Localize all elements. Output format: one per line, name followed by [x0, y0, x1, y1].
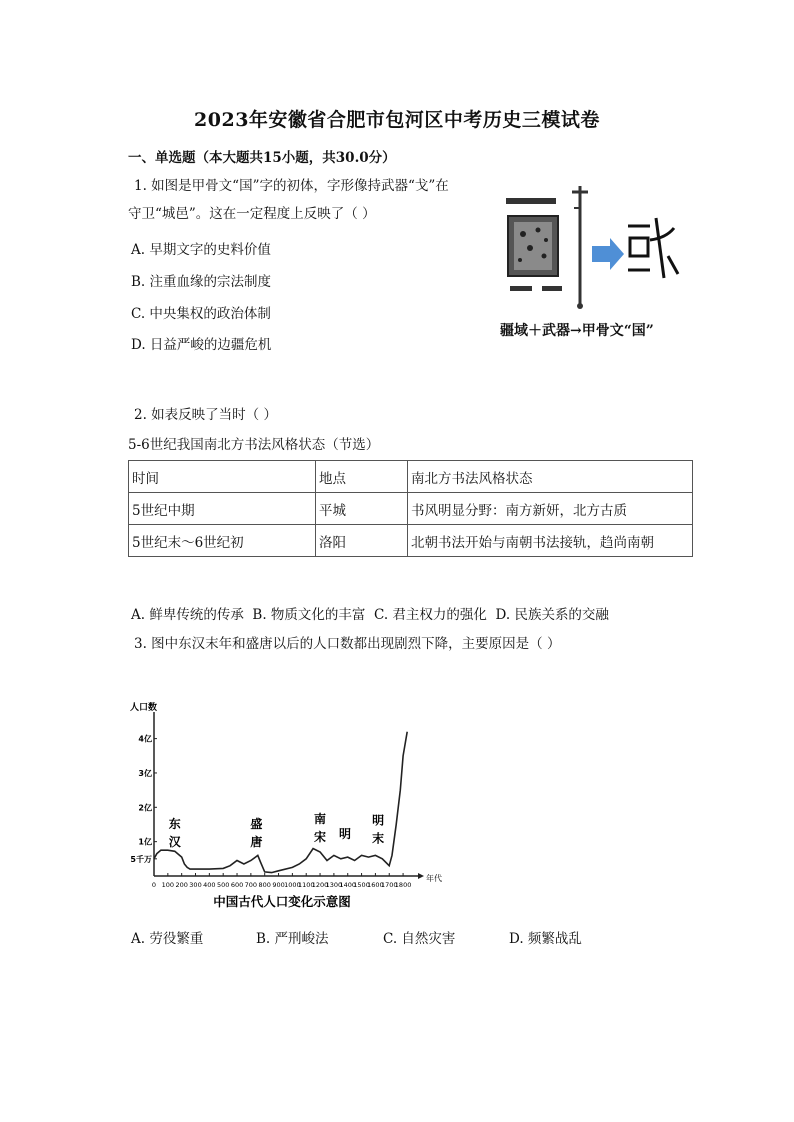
- q3-option-a[interactable]: A. 劳役繁重: [131, 931, 204, 947]
- x-tick-label: 1300: [325, 881, 343, 889]
- era-annotation: 宋: [314, 829, 327, 844]
- x-tick-label: 400: [203, 881, 216, 889]
- q2-stem: 2. 如表反映了当时（ ）: [134, 407, 277, 423]
- q2-options[interactable]: A. 鲜卑传统的传承 B. 物质文化的丰富 C. 君主权力的强化 D. 民族关系的交融: [131, 607, 609, 623]
- era-annotation: 南: [314, 811, 327, 826]
- era-annotation: 盛: [250, 816, 263, 831]
- y-tick-label: 2亿: [138, 803, 152, 813]
- y-tick-label: 5千万: [130, 854, 152, 864]
- x-tick-label: 300: [189, 881, 202, 889]
- x-tick-label: 1400: [339, 881, 357, 889]
- oracle-guo-glyph: [628, 218, 678, 278]
- figure-caption: 疆域＋武器→甲骨文“国”: [500, 323, 654, 339]
- x-tick-label: 1700: [380, 881, 398, 889]
- table-cell: 5世纪末～6世纪初: [129, 525, 316, 557]
- population-chart: [128, 696, 442, 911]
- table-cell: 平城: [316, 493, 408, 525]
- q3-option-c[interactable]: C. 自然灾害: [383, 931, 456, 947]
- table-header-cell: 南北方书法风格状态: [408, 461, 693, 493]
- y-tick-label: 3亿: [138, 768, 152, 778]
- x-tick-label: 900: [272, 881, 285, 889]
- page-title: 2023年安徽省合肥市包河区中考历史三模试卷: [194, 109, 600, 131]
- q3-option-d[interactable]: D. 频繁战乱: [509, 931, 582, 947]
- q1-stem-line2: 守卫“城邑”。这在一定程度上反映了（ ）: [128, 206, 376, 222]
- era-annotation: 末: [372, 831, 385, 846]
- x-tick-label: 0: [151, 881, 157, 889]
- table-cell: 北朝书法开始与南朝书法接轨，趋尚南朝: [408, 525, 693, 557]
- table-header-cell: 时间: [129, 461, 316, 493]
- table-cell: 5世纪中期: [129, 493, 316, 525]
- q3-option-b[interactable]: B. 严刑峻法: [256, 931, 329, 947]
- oracle-bone-figure: [498, 178, 698, 343]
- q1-option-d[interactable]: D. 日益严峻的边疆危机: [131, 337, 272, 353]
- x-tick-label: 1100: [297, 881, 315, 889]
- x-tick-label: 1800: [394, 881, 412, 889]
- table-header-cell: 地点: [316, 461, 408, 493]
- era-annotation: 明: [372, 813, 385, 828]
- x-tick-label: 200: [175, 881, 188, 889]
- calligraphy-table: [128, 460, 693, 557]
- table-row: [129, 493, 693, 525]
- table-cell: 书风明显分野：南方新妍，北方古质: [408, 493, 693, 525]
- x-tick-label: 600: [230, 881, 244, 889]
- chart-title: 中国古代人口变化示意图: [213, 894, 351, 909]
- table-row: [129, 525, 693, 557]
- era-annotation: 东: [168, 816, 181, 831]
- population-line: [154, 732, 407, 873]
- x-tick-label: 1500: [353, 881, 370, 889]
- x-axis-arrow: [418, 873, 424, 879]
- q1-option-c[interactable]: C. 中央集权的政治体制: [131, 306, 271, 322]
- y-axis-label: 人口数: [130, 703, 158, 713]
- y-tick-label: 1亿: [138, 837, 152, 847]
- population-chart-svg: [128, 696, 442, 911]
- oracle-bone-illustration: [498, 178, 698, 343]
- era-annotation: 明: [338, 827, 351, 842]
- y-tick-label: 4亿: [138, 734, 152, 744]
- table-cell: 洛阳: [316, 525, 408, 557]
- q3-stem: 3. 图中东汉末年和盛唐以后的人口数都出现剧烈下降，主要原因是（ ）: [134, 636, 561, 652]
- era-annotation: 唐: [250, 834, 263, 849]
- q1-option-b[interactable]: B. 注重血缘的宗法制度: [131, 274, 272, 290]
- q2-table-title: 5-6世纪我国南北方书法风格状态（节选）: [128, 437, 380, 453]
- ancient-glyph-top: [506, 198, 556, 204]
- x-tick-label: 500: [216, 881, 230, 889]
- x-tick-label: 100: [161, 881, 175, 889]
- section-heading: 一、单选题（本大题共15小题，共30.0分）: [128, 150, 396, 166]
- x-tick-label: 1600: [367, 881, 384, 889]
- q1-option-a[interactable]: A. 早期文字的史料价值: [131, 242, 271, 258]
- x-tick-label: 1000: [284, 881, 301, 889]
- q1-stem-line1: 1. 如图是甲骨文“国”字的初体，字形像持武器“戈”在: [134, 178, 449, 194]
- x-tick-label: 1200: [311, 881, 329, 889]
- x-tick-label: 800: [258, 881, 271, 889]
- table-header-row: [129, 461, 693, 493]
- x-axis-label: 年代: [426, 874, 442, 883]
- era-annotation: 汉: [168, 834, 181, 849]
- arrow-right-icon: [592, 238, 624, 270]
- x-tick-label: 700: [244, 881, 258, 889]
